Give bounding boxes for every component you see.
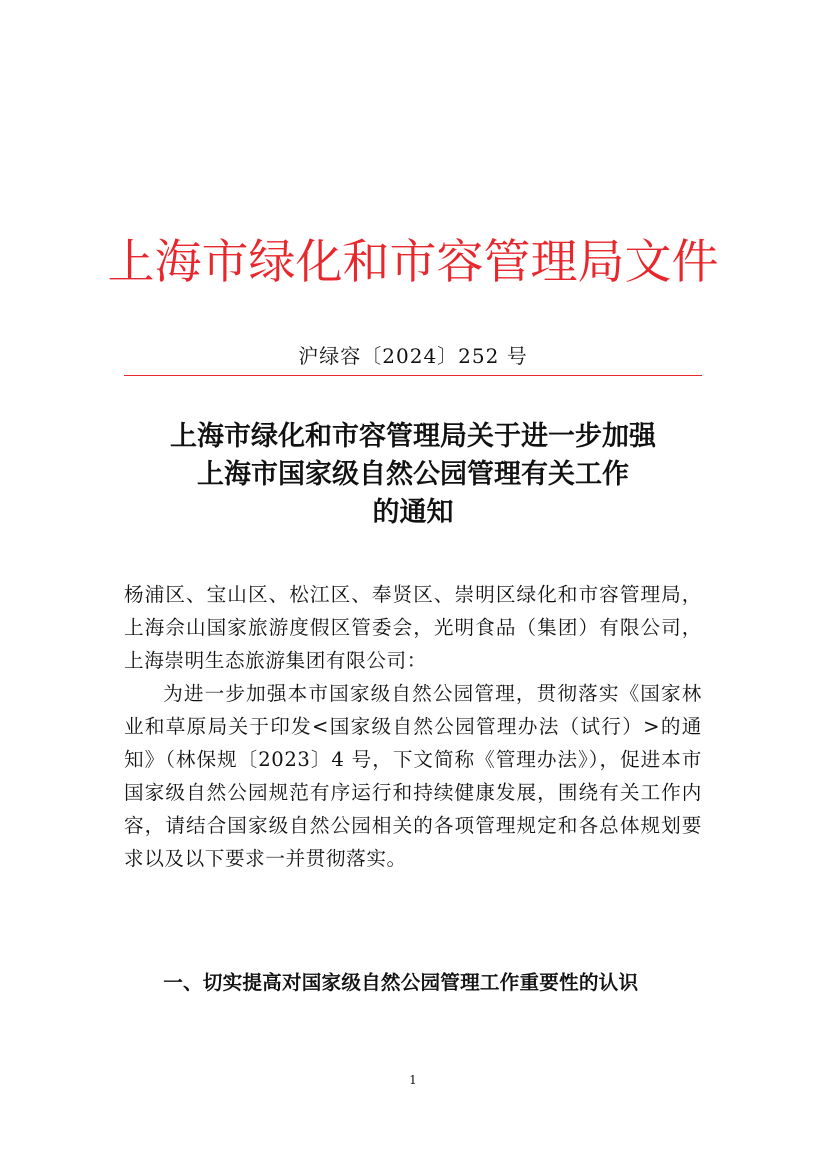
notice-title-line-3: 的通知 bbox=[372, 497, 454, 528]
notice-title bbox=[0, 418, 826, 532]
body-paragraph-1: 为进一步加强本市国家级自然公园管理，贯彻落实《国家林业和草原局关于印发<国家级自然公园管理办法（试行）>的通知》（林保规〔2023〕4 号，下文简称《管理办法》），促进本市国家级自然公园规范有序运行和持续健康发展，围绕有关工作内容，请结合国家级自然公园相关的各项管理规定和各总体规划要求以及以下要求一并贯彻落实。 bbox=[124, 682, 702, 870]
section-heading-1: 一、切实提高对国家级自然公园管理工作重要性的认识 bbox=[163, 971, 639, 994]
addressee-paragraph: 杨浦区、宝山区、松江区、奉贤区、崇明区绿化和市容管理局，上海佘山国家旅游度假区管委会，光明食品（集团）有限公司，上海崇明生态旅游集团有限公司： bbox=[124, 583, 702, 672]
notice-title-line-2: 上海市国家级自然公园管理有关工作 bbox=[197, 459, 629, 490]
red-divider-line bbox=[124, 375, 702, 376]
page-number: 1 bbox=[409, 1073, 417, 1087]
notice-body bbox=[124, 578, 702, 875]
masthead-title: 上海市绿化和市容管理局文件 bbox=[107, 235, 719, 290]
notice-title-line-1: 上海市绿化和市容管理局关于进一步加强 bbox=[170, 421, 656, 452]
document-number: 沪绿容〔2024〕252 号 bbox=[298, 344, 528, 368]
